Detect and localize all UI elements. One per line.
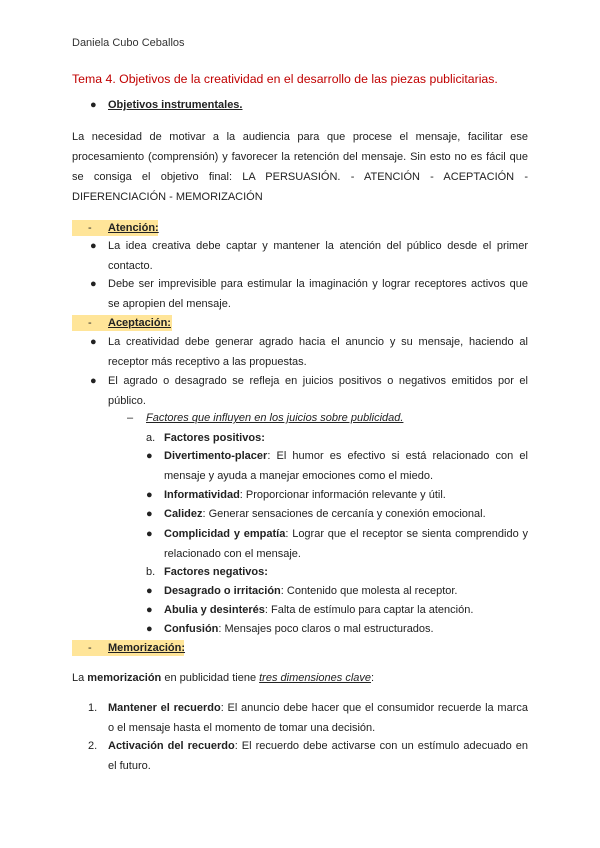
bullet-icon: ● bbox=[146, 623, 153, 635]
dash-marker: – bbox=[127, 412, 134, 424]
memorizacion-intro: La memorización en publicidad tiene tres dimensiones clave: bbox=[72, 672, 375, 684]
dash-marker: - bbox=[88, 222, 92, 234]
bullet-icon: ● bbox=[146, 450, 153, 462]
list-item: Calidez: Generar sensaciones de cercanía y conexión emocional. bbox=[164, 508, 486, 520]
memorizacion-label: Memorización: bbox=[108, 642, 186, 654]
list-item: Activación del recuerdo: El recuerdo debe activarse con un estímulo adecuado en el futuro. bbox=[108, 740, 528, 772]
bullet-icon: ● bbox=[146, 604, 153, 616]
author-name: Daniela Cubo Ceballos bbox=[72, 37, 185, 49]
dash-marker: - bbox=[88, 317, 92, 329]
intro-paragraph: La necesidad de motivar a la audiencia para que procese el mensaje, facilitar ese procesamiento (comprensión) y favorecer la retención del mensaje. Sin esto no es fácil que se consiga el objetivo final: LA PERSUASIÓN. - ATENCIÓN - ACEPTACIÓN - DIFERENCIACIÓN - MEMORIZACIÓN bbox=[72, 131, 528, 203]
list-marker: 2. bbox=[88, 740, 98, 752]
section-heading: Objetivos instrumentales. bbox=[108, 99, 243, 111]
list-item: La idea creativa debe captar y mantener la atención del público desde el primer contacto. bbox=[108, 240, 528, 272]
bullet-icon: ● bbox=[146, 585, 153, 597]
list-item: Informatividad: Proporcionar información relevante y útil. bbox=[164, 489, 446, 501]
list-item: Divertimento-placer: El humor es efectivo si está relacionado con el mensaje y ayuda a manejar emociones como el miedo. bbox=[164, 450, 528, 482]
bullet-icon: ● bbox=[90, 375, 97, 387]
bullet-icon: ● bbox=[90, 240, 97, 252]
list-item: El agrado o desagrado se refleja en juicios positivos o negativos emitidos por el público. bbox=[108, 375, 528, 407]
list-item: La creatividad debe generar agrado hacia el anuncio y su mensaje, haciendo al receptor más receptivo a las propuestas. bbox=[108, 336, 528, 368]
bullet-icon: ● bbox=[90, 278, 97, 290]
list-marker: a. bbox=[146, 432, 156, 444]
bullet-icon: ● bbox=[146, 528, 153, 540]
list-marker: b. bbox=[146, 566, 156, 578]
bullet-icon: ● bbox=[90, 336, 97, 348]
list-item: Desagrado o irritación: Contenido que molesta al receptor. bbox=[164, 585, 458, 597]
list-item: Debe ser imprevisible para estimular la imaginación y lograr receptores activos que se apropien del mensaje. bbox=[108, 278, 528, 310]
list-item: Abulia y desinterés: Falta de estímulo para captar la atención. bbox=[164, 604, 474, 616]
aceptacion-label: Aceptación: bbox=[108, 317, 171, 329]
bullet-icon: ● bbox=[146, 489, 153, 501]
negativos-label: Factores negativos: bbox=[164, 566, 268, 578]
atencion-label: Atención: bbox=[108, 222, 159, 234]
bullet-icon: ● bbox=[146, 508, 153, 520]
list-item: Mantener el recuerdo: El anuncio debe hacer que el consumidor recuerde la marca o el mensaje hasta el momento de tomar una decisión. bbox=[108, 702, 528, 734]
page-title: Tema 4. Objetivos de la creatividad en el desarrollo de las piezas publicitarias. bbox=[72, 72, 498, 86]
list-item: Confusión: Mensajes poco claros o mal estructurados. bbox=[164, 623, 434, 635]
dash-marker: - bbox=[88, 642, 92, 654]
factores-title: Factores que influyen en los juicios sobre publicidad. bbox=[146, 412, 404, 424]
bullet-icon: ● bbox=[90, 99, 97, 111]
list-marker: 1. bbox=[88, 702, 98, 714]
positivos-label: Factores positivos: bbox=[164, 432, 265, 444]
list-item: Complicidad y empatía: Lograr que el receptor se sienta comprendido y relacionado con el mensaje. bbox=[164, 528, 528, 560]
